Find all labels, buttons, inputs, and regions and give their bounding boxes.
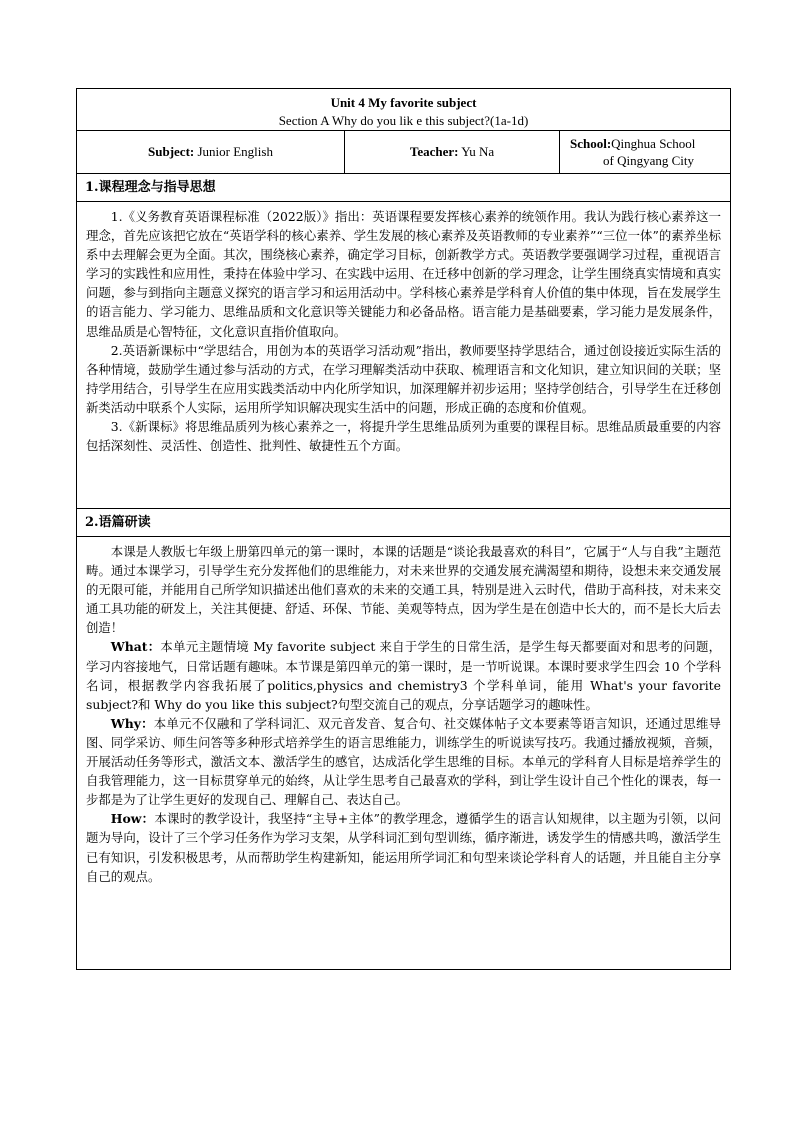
info-row [77, 131, 730, 174]
title-row [77, 89, 730, 131]
section2-heading: 2.语篇研读 [77, 509, 730, 537]
school-cell [560, 131, 730, 173]
school-line1: Qinghua School [611, 136, 696, 151]
how-text: 本课时的教学设计，我坚持“主导+主体”的教学理念，遵循学生的语言认知规律，以主题为引领，以问题为导向，设计了三个学习任务作为学习支架，从学科词汇到句型训练，循序渐进，诱发学生的情感共鸣，激活学生已有知识，引发积极思考，从而帮助学生构建新知，能运用所学词汇和句型来谈论学科育人的话题，并且能自主分享自己的观点。 [86, 811, 721, 884]
section2-intro: 本课是人教版七年级上册第四单元的第一课时，本课的话题是“谈论我最喜欢的科目”，它属于“人与自我”主题范畴。通过本课学习，引导学生充分发挥他们的思维能力，对未来世界的交通发展充满渴望和期待，设想未来交通发展的无限可能，并能用自己所学知识描述出他们喜欢的未来的交通工具，特别是进入云时代，借助于高科技，对未来交通工具功能的研发上，关注其便捷、舒适、环保、节能、美观等特点，因为学生是在创造中长大的，而不是长大后去创造！ [86, 544, 721, 636]
why-label: Why： [110, 715, 154, 731]
subject-value: Junior English [194, 144, 273, 159]
section1-heading: 1.课程理念与指导思想 [77, 174, 730, 202]
unit-title: Unit 4 My favorite subject [330, 95, 477, 110]
teacher-label: Teacher: [409, 144, 459, 159]
teacher-value: Yu Na [458, 144, 495, 159]
section2-why [86, 714, 721, 809]
subject-label: Subject: [148, 144, 195, 159]
what-label: What： [110, 639, 161, 655]
lesson-plan-table [76, 88, 731, 970]
school-line2: of Qingyang City [603, 153, 694, 168]
teacher-cell [345, 131, 560, 173]
section2-what [86, 637, 721, 713]
subject-cell [77, 131, 345, 173]
section1-paragraph-3: 3.《新课标》将思维品质列为核心素养之一，将提升学生思维品质列为重要的课程目标。思维品质最重要的内容包括深刻性、灵活性、创造性、批判性、敏捷性五个方面。 [86, 419, 721, 454]
section2-how [86, 809, 721, 885]
section1-paragraph-2: 2.英语新课标中“学思结合，用创为本的英语学习活动观”指出，教师要坚持学思结合，通过创设接近实际生活的各种情境，鼓励学生通过参与活动的方式，在学习理解类活动中获取、梳理语言和文化知识，建立知识间的关联；坚持学用结合，引导学生在应用实践类活动中内化所学知识，加深理解并初步运用；坚持学创结合，引导学生在迁移创新类活动中联系个人实际，运用所学知识解决现实生活中的问题，形成正确的态度和价值观。 [86, 342, 721, 415]
section-title: Section A Why do you lik e this subject?(1a-1d) [278, 113, 529, 128]
section1-paragraph-1: 1.《义务教育英语课程标准（2022版）》指出：英语课程要发挥核心素养的统领作用。我认为践行核心素养这一理念，首先应该把它放在“英语学科的核心素养、学生发展的核心素养及英语教师的专业素养”“三位一体”的素养坐标系中去理解会更为全面。其次，围绕核心素养，确定学习目标，创新教学方式。英语教学要强调学习过程，重视语言学习的实践性和应用性，秉持在体验中学习、在实践中运用、在迁移中创新的学习理念，让学生围绕真实情境和真实问题，参与到指向主题意义探究的语言学习和运用活动中。学科核心素养是学科育人价值的集中体现，旨在发展学生的语言能力、学习能力、思维品质和文化意识等关键能力和必备品格。语言能力是基础要素，学习能力是发展条件，思维品质是心智特征，文化意识直指价值取向。 [86, 209, 721, 339]
section1-body [77, 202, 730, 509]
school-label: School: [570, 136, 612, 151]
section2-body [77, 537, 730, 969]
what-text: 本单元主题情境 My favorite subject 来自于学生的日常生活，是学生每天都要面对和思考的问题，学习内容接地气，日常话题有趣味。本节课是第四单元的第一课时，是一节听说课。本课时要求学生四会 10 个学科名词，根据教学内容我拓展了politics,physics and chemistry3 个学科单词，能用 What's your favorite subject?和 Why do you like this subject?句型交流自己的观点，分享话题学习的趣味性。 [86, 639, 721, 712]
why-text: 本单元不仅融和了学科词汇、双元音发音、复合句、社交媒体帖子文本要素等语言知识，还通过思维导图、同学采访、师生问答等多种形式培养学生的语言思维能力，训练学生的听说读写技巧。我通过播放视频，音频，开展活动任务等形式，激活文本、激活学生的感官，达成活化学生思维的目标。本单元的学科育人目标是培养学生的自我管理能力，这一目标贯穿单元的始终，从让学生思考自己最喜欢的学科，到让学生设计自己个性化的课表，每一步都是为了让学生更好的发现自己、理解自己、表达自己。 [86, 715, 722, 808]
how-label: How： [110, 811, 155, 827]
